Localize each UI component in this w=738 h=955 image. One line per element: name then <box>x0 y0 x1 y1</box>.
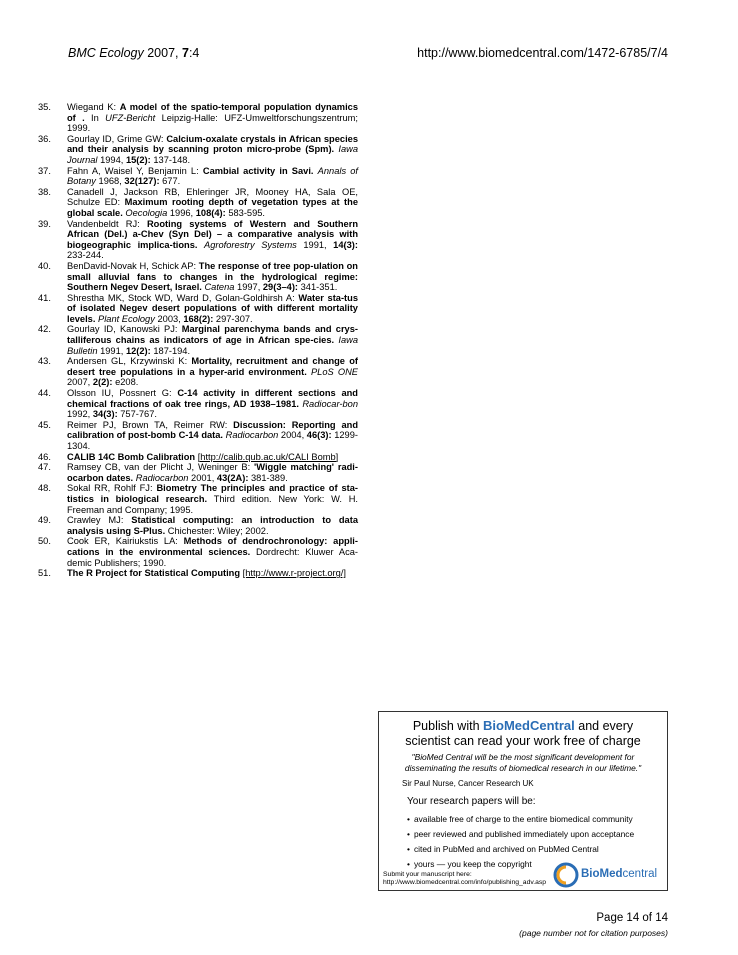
reference-number: 45. <box>38 419 51 430</box>
reference-title-end: tree pop-ulation on small alluvial fans to changes in the hydrological regime: Southern Negev Desert, Israel. <box>67 260 358 293</box>
reference-number: 37. <box>38 165 51 176</box>
reference-journal: Catena <box>204 282 235 293</box>
journal-year: 2007, <box>147 46 179 60</box>
reference-title: Methods of dendrochronology: appli-cations in the environmental sciences. <box>67 536 358 557</box>
reference-item <box>38 515 358 536</box>
reference-pages: e208. <box>115 377 139 388</box>
reference-list <box>38 102 358 579</box>
reference-number: 50. <box>38 536 51 547</box>
reference-authors: Cook ER, Kairiukstis LA: <box>67 536 178 547</box>
reference-authors: Fahn A, Waisel Y, Benjamin L: <box>67 165 199 176</box>
reference-authors: BenDavid-Novak H, Schick AP: <box>67 260 197 271</box>
reference-item <box>38 420 358 452</box>
reference-pages: 583-595. <box>228 207 266 218</box>
reference-pages: 233-244. <box>67 250 104 261</box>
reference-number: 46. <box>38 451 51 462</box>
reference-item <box>38 452 358 463</box>
reference-item <box>38 568 358 579</box>
reference-title-end: Del) – a comparative analysis with biogeographic implica-tions. <box>67 229 358 250</box>
biomed-central-advert <box>378 711 668 891</box>
advert-title-post: and every <box>578 719 634 733</box>
reference-journal: Iawa Bulletin <box>67 335 358 356</box>
reference-title: CALIB 14C Bomb Calibration <box>67 451 196 462</box>
reference-authors: Reimer PJ, Brown TA, Reimer RW: <box>67 419 228 430</box>
reference-title: Discussion: Reporting and calibration of post-bomb C-14 data. <box>67 419 358 441</box>
reference-journal: Iawa Journal <box>67 144 358 165</box>
reference-item <box>38 293 358 325</box>
reference-year: 1992, <box>67 409 91 420</box>
reference-item <box>38 324 358 356</box>
advert-bullet: • available free of charge to the entire biomedical community <box>407 812 634 827</box>
reference-number: 51. <box>38 568 51 579</box>
reference-publisher: Dordrecht: Kluwer Aca-demic Publishers; 1990. <box>67 546 358 568</box>
reference-journal: UFZ-Bericht <box>105 112 156 123</box>
reference-year: 1997, <box>237 282 261 293</box>
reference-item <box>38 261 358 293</box>
running-header-url[interactable]: http://www.biomedcentral.com/1472-6785/7/4 <box>417 46 668 60</box>
journal-volume: 7 <box>181 46 189 60</box>
advert-bullet: • peer reviewed and published immediately upon acceptance <box>407 827 634 842</box>
reference-title: Marginal parenchyma bands and crys-talliferous chains as indicators of age in African <box>67 324 358 346</box>
reference-pages: 677. <box>162 176 181 187</box>
reference-item <box>38 102 358 134</box>
advert-submit <box>383 871 546 887</box>
reference-volume: 108(4): <box>195 207 226 218</box>
reference-authors: Andersen GL, Krzywinski K: <box>67 356 188 367</box>
logo-text-light: central <box>622 868 658 880</box>
reference-number: 40. <box>38 260 51 271</box>
reference-number: 41. <box>38 292 51 303</box>
reference-journal: Radiocar-bon <box>302 398 358 409</box>
reference-title: Biometry The principles and practice of sta-tistics in biological research. <box>67 483 358 504</box>
reference-number: 42. <box>38 324 51 335</box>
reference-item <box>38 134 358 166</box>
reference-authors: Wiegand K: <box>67 102 117 112</box>
reference-pages: 187-194. <box>153 345 191 356</box>
reference-title-end: with different mortality levels. <box>67 303 358 324</box>
reference-item <box>38 388 358 420</box>
reference-title: A model of the spatio-temporal population dynamics of <box>67 102 358 123</box>
reference-authors: Canadell J, Jackson RB, Ehleringer JR, Mooney HA, Sala OE, Schulze ED: <box>67 186 358 208</box>
advert-submit-url[interactable]: http://www.biomedcentral.com/info/publishing_adv.asp <box>383 879 547 886</box>
reference-title: Mortality, recruitment and change of desert tree populations in a hyper-arid environment. <box>67 356 358 377</box>
reference-item <box>38 536 358 568</box>
reference-title-end: species and their analysis by scanning proton micro-probe (Spm). <box>67 133 358 155</box>
logo-text-bold: BioMed <box>581 868 623 880</box>
reference-volume: 46(3): <box>306 430 332 441</box>
reference-journal: Plant Ecology <box>98 313 155 324</box>
reference-number: 49. <box>38 515 51 526</box>
reference-authors: Olsson IU, Possnert G: <box>67 388 172 399</box>
reference-pages: 381-389. <box>251 472 288 483</box>
reference-journal: Oecologia <box>125 207 168 218</box>
reference-link[interactable]: [http://calib.qub.ac.uk/CALI Bomb] <box>197 451 339 462</box>
reference-year: 1968, <box>98 176 122 187</box>
reference-volume: 29(3–4): <box>262 282 299 293</box>
reference-pages: 341-351. <box>300 282 338 293</box>
page-number-note: (page number not for citation purposes) <box>519 928 668 938</box>
advert-bullet: • yours — you keep the copyright <box>407 857 634 872</box>
reference-authors: Crawley MJ: <box>67 515 124 526</box>
reference-pages: 1299-1304. <box>67 430 358 451</box>
reference-title-mid: (Del.) a-Chev (Syn <box>104 229 189 240</box>
article-number: :4 <box>188 46 200 60</box>
reference-journal: Annals of Botany <box>67 165 359 187</box>
advert-brand-biomed: BioMed <box>483 718 530 733</box>
reference-title-end: . <box>82 112 85 123</box>
reference-authors: Gourlay ID, Kanowski PJ: <box>67 324 178 335</box>
advert-submit-label: Submit your manuscript here: <box>383 871 472 878</box>
advert-subtitle: Your research papers will be: <box>407 796 536 807</box>
reference-title: 'Wiggle matching' radi-ocarbon dates. <box>67 462 358 483</box>
reference-title-end: Savi. <box>291 165 314 176</box>
reference-volume: 43(2A): <box>216 472 249 483</box>
reference-title: Cambial activity in <box>202 165 288 176</box>
reference-authors: Vandenbeldt RJ: <box>67 218 140 229</box>
reference-title: Maximum rooting depth of vegetation types at the global scale. <box>67 197 359 218</box>
reference-title: Rooting systems of Western and Southern African <box>67 218 358 240</box>
reference-number: 48. <box>38 483 51 494</box>
reference-item <box>38 219 358 261</box>
reference-volume: 32(127): <box>124 176 160 187</box>
reference-journal: PLoS ONE <box>310 366 358 377</box>
reference-year: 1991, <box>303 239 327 250</box>
reference-publisher: Chichester: Wiley; 2002. <box>167 525 269 536</box>
reference-title: The R Project for Statistical Computing <box>67 568 241 579</box>
reference-title-end: spe-cies. <box>294 335 335 346</box>
reference-volume: 14(3): <box>333 239 358 250</box>
reference-journal: Radiocarbon <box>225 430 279 441</box>
reference-title: C-14 activity in different sections and chemical fractions of oak tree rings, AD 1938–1981. <box>67 388 358 409</box>
biomed-central-logo <box>553 860 657 890</box>
reference-number: 36. <box>38 133 51 144</box>
reference-year: 1994, <box>100 154 124 165</box>
reference-link[interactable]: [http://www.r-project.org/] <box>242 568 346 579</box>
reference-title: Calcium-oxalate crystals in African <box>166 133 322 144</box>
biomed-logo-text <box>581 868 657 880</box>
advert-quote: "BioMed Central will be the most significant development for disseminating the results of biomedical research in our lifetime." <box>404 752 642 773</box>
reference-volume: 168(2): <box>183 313 214 324</box>
reference-source: In <box>91 112 99 123</box>
reference-pages: 297-307. <box>215 313 253 324</box>
reference-number: 35. <box>38 102 51 112</box>
reference-volume: 34(3): <box>92 409 118 420</box>
advert-quote-author: Sir Paul Nurse, Cancer Research UK <box>402 779 534 788</box>
reference-year: 2001, <box>191 472 215 483</box>
reference-item <box>38 166 358 187</box>
running-header-citation <box>68 46 199 60</box>
reference-item <box>38 187 358 219</box>
reference-year: 2007, <box>67 377 91 388</box>
reference-volume: 2(2): <box>92 377 113 388</box>
reference-item <box>38 483 358 515</box>
reference-authors: Gourlay ID, Grime GW: <box>67 133 164 144</box>
reference-number: 38. <box>38 186 51 197</box>
advert-title-pre: Publish with <box>412 719 480 733</box>
advert-brand-central: Central <box>529 718 575 733</box>
reference-journal: Agroforestry Systems <box>204 239 297 250</box>
advert-bullet: • cited in PubMed and archived on PubMed Central <box>407 842 634 857</box>
reference-journal: Radiocarbon <box>135 472 189 483</box>
reference-number: 44. <box>38 388 51 399</box>
reference-publisher: Third edition. New York: W. H. Freeman and Company; 1995. <box>67 493 358 515</box>
reference-year: 1991, <box>100 345 124 356</box>
reference-year: 1996, <box>169 207 194 218</box>
reference-pages: 757-767. <box>120 409 157 420</box>
reference-item <box>38 462 358 483</box>
reference-title: Statistical computing: an introduction to data analysis using S-Plus. <box>67 515 358 536</box>
page-number: Page 14 of 14 <box>596 912 668 924</box>
advert-title <box>379 718 667 749</box>
reference-title: Water sta-tus of isolated Negev desert populations of <box>67 292 359 314</box>
reference-year: 2004, <box>280 430 305 441</box>
reference-year: 2003, <box>157 313 181 324</box>
reference-pages: 137-148. <box>153 154 191 165</box>
journal-name: BMC Ecology <box>68 46 144 60</box>
reference-item <box>38 356 358 388</box>
reference-authors: Shrestha MK, Stock WD, Ward D, Golan-Goldhirsh A: <box>67 292 295 303</box>
reference-volume: 15(2): <box>125 154 151 165</box>
reference-number: 43. <box>38 356 51 367</box>
biomed-swirl-icon <box>553 862 579 888</box>
reference-number: 47. <box>38 462 51 473</box>
reference-authors: Ramsey CB, van der Plicht J, Weninger B: <box>67 462 251 473</box>
reference-number: 39. <box>38 218 51 229</box>
advert-title-line2: scientist can read your work free of charge <box>405 734 641 748</box>
reference-publisher: Leipzig-Halle: UFZ-Umweltforschungszentrum; 1999. <box>67 112 359 134</box>
reference-authors: Sokal RR, Rohlf FJ: <box>67 483 153 494</box>
reference-volume: 12(2): <box>125 345 151 356</box>
reference-title: The response of <box>198 260 271 271</box>
